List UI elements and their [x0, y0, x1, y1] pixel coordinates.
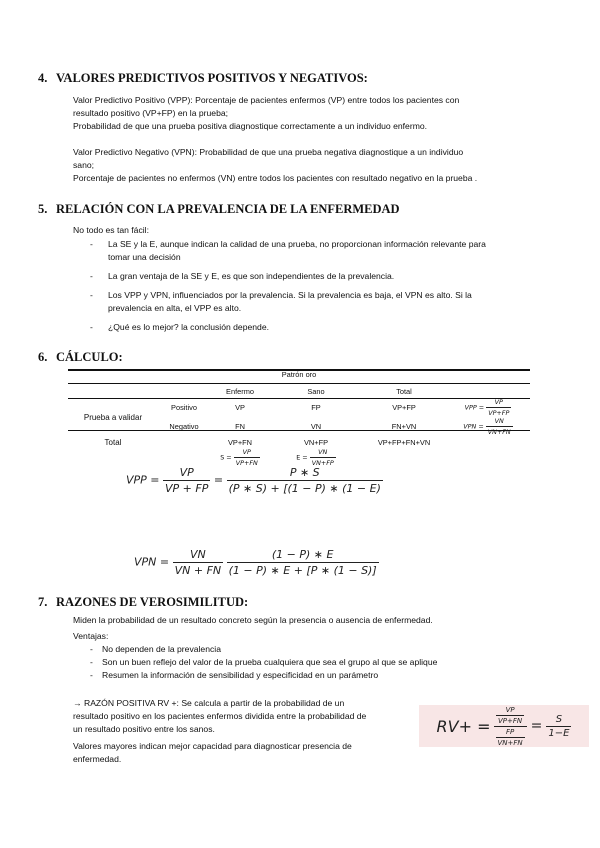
formula-den: VP+FN: [498, 716, 523, 725]
vpp-line: resultado positivo (VP+FP) en la prueba;: [73, 108, 229, 118]
rv-line: resultado positivo en los pacientes enfermos dividida entre la probabilidad de: [73, 711, 367, 721]
section-number: 7.: [38, 595, 48, 609]
section-7-heading: [38, 595, 248, 610]
vpn-mini-formula: [446, 417, 530, 436]
mv-line: Valores mayores indican mejor capacidad para diagnosticar presencia de: [73, 741, 352, 751]
bullet-line: Resumen la información de sensibilidad y especificidad en un parámetro: [102, 670, 379, 680]
formula-lhs: VPN =: [134, 555, 170, 569]
mv-description: [73, 740, 413, 766]
vpn-definition: [73, 146, 573, 185]
rv-line: un resultado positivo entre los sanos.: [73, 724, 215, 734]
formula-lhs: VPN =: [463, 422, 484, 431]
table-cell: VP+FP: [392, 403, 416, 412]
formula-den: VN + FN: [174, 564, 222, 577]
formula-num: VN: [494, 417, 504, 425]
s7-intro: Miden la probabilidad de un resultado concreto según la presencia o ausencia de enfermedad.: [73, 615, 433, 625]
table-cell: VP: [235, 403, 245, 412]
list-item: [90, 270, 570, 283]
section-5-heading: [38, 202, 400, 217]
rv-description: [73, 697, 413, 736]
section-number: 6.: [38, 350, 48, 364]
vpn-line: sano;: [73, 160, 95, 170]
section-4-heading: [38, 71, 368, 86]
dash-icon: -: [90, 657, 93, 667]
vpp-line: Valor Predictivo Positivo (VPP): Porcentaje de pacientes enfermos (VP) entre todos los pacientes con: [73, 95, 460, 105]
formula-num: VP: [505, 705, 515, 714]
formula-eq: =: [213, 473, 224, 487]
bullet-line: ¿Qué es lo mejor? la conclusión depende.: [108, 322, 269, 332]
row-positivo: Positivo: [171, 403, 197, 412]
s7-ventajas: Ventajas:: [73, 631, 109, 641]
table-cell: FN+VN: [391, 422, 417, 431]
vpn-line: Valor Predictivo Negativo (VPN): Probabilidad de que una prueba negativa diagnostique a un individuo: [73, 147, 464, 157]
section-title: CÁLCULO:: [56, 350, 123, 364]
col-enfermo: Enfermo: [226, 387, 254, 396]
rv-formula: [419, 705, 589, 747]
formula-den: VP + FP: [165, 482, 209, 495]
table-patron-oro: Patrón oro: [281, 370, 317, 379]
formula-eq: =: [530, 718, 543, 734]
formula-num: (1 − P) ∗ E: [271, 548, 334, 561]
s5-bullet-list: [90, 238, 570, 334]
e-mini-formula: [270, 448, 362, 467]
formula-num: VP: [179, 466, 194, 479]
table-total-row: [68, 436, 530, 448]
s-mini-formula: [210, 448, 270, 467]
table-cell: VN+FP: [303, 437, 329, 447]
formula-den: VN+FN: [497, 738, 523, 747]
section-number: 5.: [38, 202, 48, 216]
table-cell: FP: [311, 403, 321, 412]
formula-lhs: VPP =: [464, 403, 485, 412]
rv-line: → RAZÓN POSITIVA RV +: Se calcula a partir de la probabilidad de un: [73, 698, 345, 708]
list-item: [90, 656, 570, 669]
formula-den: VN+FP: [311, 459, 334, 467]
bullet-line: tomar una decisión: [108, 252, 181, 262]
bullet-line: Los VPP y VPN, influenciados por la prevalencia. Si la prevalencia es baja, el VPN es alto. Si la: [108, 290, 472, 300]
col-sano: Sano: [307, 387, 325, 396]
formula-lhs: VPP =: [126, 473, 160, 487]
table-formula-row: [68, 448, 530, 467]
table-cell: VN: [310, 422, 322, 431]
list-item: [90, 289, 570, 315]
formula-num: VN: [189, 548, 206, 561]
mv-line: enfermedad.: [73, 754, 122, 764]
vpp-formula: [126, 466, 383, 495]
formula-lhs: S =: [220, 453, 232, 462]
row-prueba: Prueba a validar: [83, 412, 143, 422]
formula-lhs: RV+ =: [436, 716, 491, 736]
list-item: [90, 321, 570, 334]
row-total: Total: [104, 437, 122, 447]
table-cell: VP+FP+FN+VN: [377, 437, 431, 447]
formula-num: P ∗ S: [289, 466, 320, 479]
dash-icon: -: [90, 322, 93, 332]
formula-num: VN: [318, 448, 328, 456]
dash-icon: -: [90, 271, 93, 281]
dash-icon: -: [90, 670, 93, 680]
s7-bullet-list: [90, 643, 570, 682]
bullet-line: Son un buen reflejo del valor de la prueba cualquiera que sea el grupo al que se aplique: [102, 657, 438, 667]
formula-den: (P ∗ S) + [(1 − P) ∗ (1 − E): [228, 482, 381, 495]
formula-den: (1 − P) ∗ E + [P ∗ (1 − S)]: [228, 564, 377, 577]
table-header-row: [68, 385, 530, 398]
dash-icon: -: [90, 644, 93, 654]
bullet-line: La SE y la E, aunque indican la calidad de una prueba, no proporcionan información relevante para: [108, 239, 486, 249]
compound-numerator: [494, 706, 526, 726]
vpp-line: Probabilidad de que una prueba positiva diagnostique correctamente a un individuo enfermo.: [73, 121, 428, 131]
bullet-line: No dependen de la prevalencia: [102, 644, 221, 654]
compound-denominator: [494, 726, 527, 747]
formula-den: VP+FP: [488, 409, 510, 417]
formula-num: VP: [494, 398, 503, 406]
dash-icon: -: [90, 239, 93, 249]
vpn-formula: [134, 548, 379, 577]
contingency-table: [68, 385, 530, 467]
formula-num: S: [555, 713, 563, 725]
formula-den: VN+FN: [487, 428, 511, 436]
section-number: 4.: [38, 71, 48, 85]
s5-intro: No todo es tan fácil:: [73, 225, 149, 235]
bullet-line: La gran ventaja de la SE y E, es que son independientes de la prevalencia.: [108, 271, 395, 281]
formula-num: VP: [242, 448, 251, 456]
dash-icon: -: [90, 290, 93, 300]
section-title: RELACIÓN CON LA PREVALENCIA DE LA ENFERMEDAD: [56, 202, 400, 216]
table-cell: VP+FN: [227, 437, 253, 447]
section-title: RAZONES DE VEROSIMILITUD:: [56, 595, 249, 609]
list-item: [90, 643, 570, 656]
col-total: Total: [396, 387, 412, 396]
section-title: VALORES PREDICTIVOS POSITIVOS Y NEGATIVOS:: [56, 71, 368, 85]
vpp-mini-formula: [446, 398, 530, 417]
section-6-heading: [38, 350, 123, 365]
table-row: [68, 398, 530, 417]
list-item: [90, 238, 570, 264]
vpp-definition: [73, 94, 573, 133]
formula-num: FP: [505, 727, 515, 736]
list-item: [90, 669, 570, 682]
formula-lhs: E =: [296, 453, 308, 462]
bullet-line: prevalencia en alta, el VPP es alto.: [108, 303, 242, 313]
formula-den: VP+FN: [235, 459, 258, 467]
vpn-line: Porcentaje de pacientes no enfermos (VN) entre todos los pacientes con resultado negativo en la prueba .: [73, 173, 478, 183]
table-rule: [68, 383, 530, 384]
table-cell: FN: [235, 422, 245, 431]
row-negativo: Negativo: [169, 422, 199, 431]
formula-den: 1−E: [548, 727, 570, 739]
